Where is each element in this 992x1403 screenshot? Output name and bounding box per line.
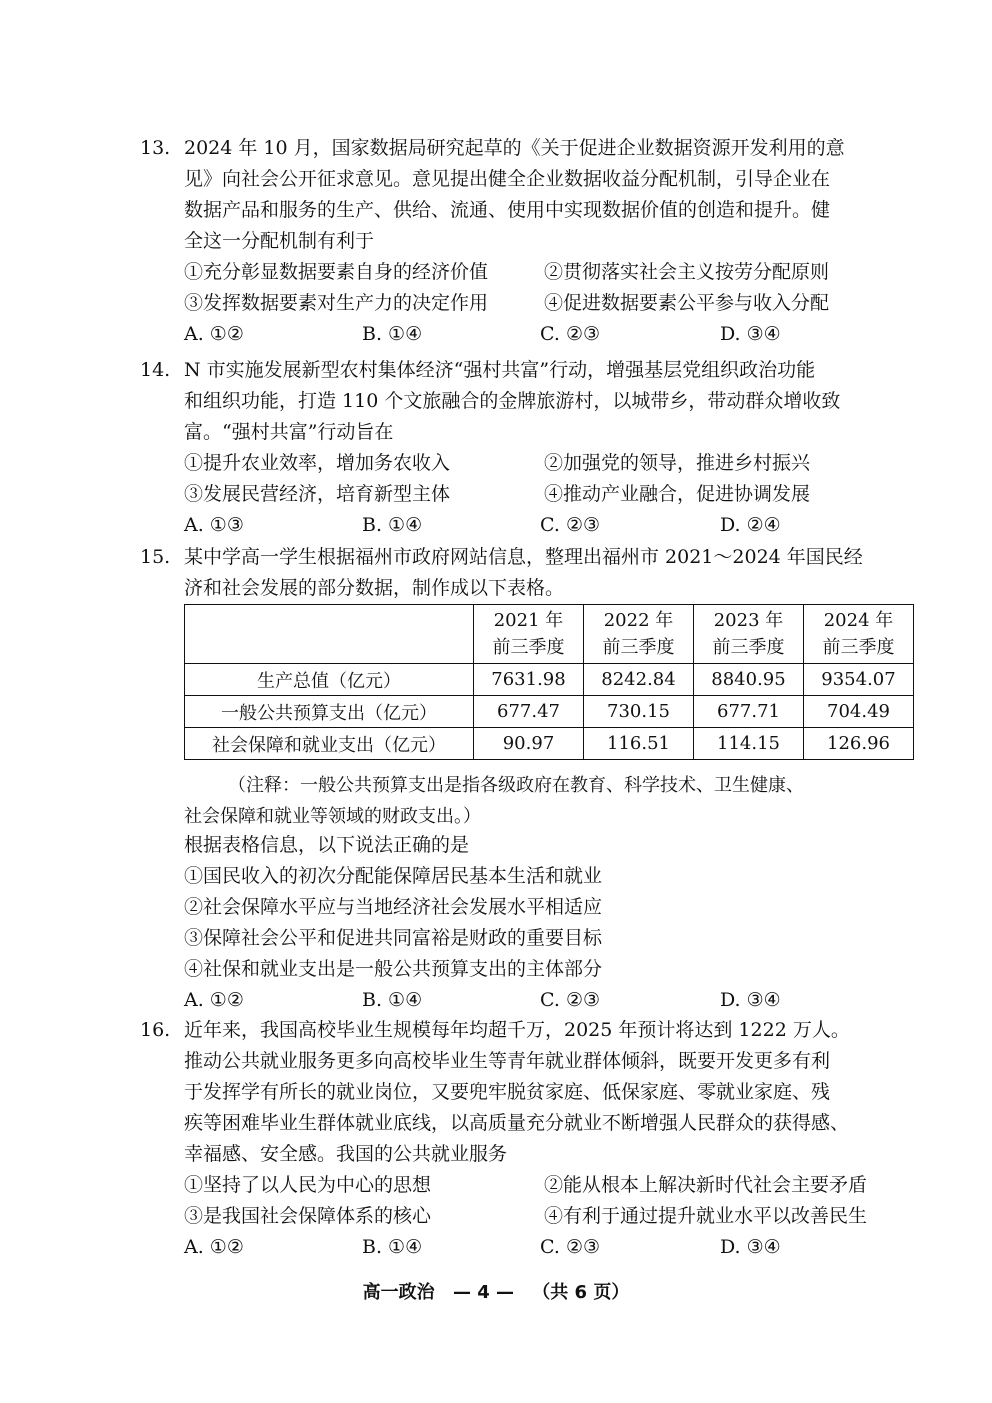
question-number: 15. [140, 546, 171, 568]
choice-c: C. ②③ [540, 1236, 601, 1258]
option-3: ③发展民营经济，培育新型主体 [184, 483, 451, 505]
option-1: ①提升农业效率，增加务农收入 [184, 452, 451, 474]
option-1: ①充分彰显数据要素自身的经济价值 [184, 261, 489, 283]
question-13 [140, 133, 930, 350]
choice-d: D. ③④ [720, 323, 781, 345]
page-footer [0, 1278, 992, 1304]
question-stem-line: 见》向社会公开征求意见。意见提出健全企业数据收益分配机制，引导企业在 [184, 168, 831, 190]
option-2: ②社会保障水平应与当地经济社会发展水平相适应 [184, 896, 603, 918]
question-prompt: 根据表格信息，以下说法正确的是 [184, 834, 470, 856]
row-label: 社会保障和就业支出（亿元） [185, 728, 474, 760]
table-cell: 9354.07 [804, 664, 914, 696]
choice-d: D. ③④ [720, 1236, 781, 1258]
table-cell: 677.47 [474, 696, 584, 728]
option-3: ③发挥数据要素对生产力的决定作用 [184, 292, 489, 314]
question-stem-line: 和组织功能，打造 110 个文旅融合的金牌旅游村，以城带乡，带动群众增收致 [184, 390, 841, 412]
option-4: ④有利于通过提升就业水平以改善民生 [544, 1205, 868, 1227]
footer-page-number: — 4 — [452, 1282, 514, 1303]
option-2: ②加强党的领导，推进乡村振兴 [544, 452, 811, 474]
table-cell: 126.96 [804, 728, 914, 760]
question-stem-line: N 市实施发展新型农村集体经济“强村共富”行动，增强基层党组织政治功能 [184, 359, 816, 381]
table-cell: 90.97 [474, 728, 584, 760]
table-note [184, 770, 930, 832]
choice-a: A. ①③ [184, 514, 244, 536]
year-header-cell: 2022 年 前三季度 [584, 605, 694, 664]
table-cell: 677.71 [694, 696, 804, 728]
option-4: ④促进数据要素公平参与收入分配 [544, 292, 830, 314]
table-row [185, 696, 914, 728]
table-cell: 704.49 [804, 696, 914, 728]
question-stem-line: 数据产品和服务的生产、供给、流通、使用中实现数据价值的创造和提升。健 [184, 199, 831, 221]
footer-total-pages: （共 6 页） [532, 1282, 630, 1303]
option-2: ②贯彻落实社会主义按劳分配原则 [544, 261, 830, 283]
footer-subject: 高一政治 [362, 1282, 435, 1303]
question-stem-line: 疾等困难毕业生群体就业底线，以高质量充分就业不断增强人民群众的获得感、 [184, 1112, 850, 1134]
table-row [185, 664, 914, 696]
question-stem-line: 近年来，我国高校毕业生规模每年均超千万，2025 年预计将达到 1222 万人。 [184, 1019, 850, 1041]
table-header-row [185, 605, 914, 664]
choice-b: B. ①④ [362, 323, 423, 345]
question-number: 14. [140, 359, 171, 381]
question-15 [140, 542, 930, 604]
choice-d: D. ③④ [720, 989, 781, 1011]
row-label: 一般公共预算支出（亿元） [185, 696, 474, 728]
question-number: 13. [140, 137, 171, 159]
choice-a: A. ①② [184, 1236, 244, 1258]
note-line: 社会保障和就业等领域的财政支出。） [184, 806, 481, 827]
question-16 [140, 1015, 930, 1263]
table-cell: 116.51 [584, 728, 694, 760]
table-cell: 8840.95 [694, 664, 804, 696]
choice-a: A. ①② [184, 323, 244, 345]
choice-c: C. ②③ [540, 323, 601, 345]
option-3: ③是我国社会保障体系的核心 [184, 1205, 432, 1227]
question-stem-line: 富。“强村共富”行动旨在 [184, 421, 394, 443]
option-2: ②能从根本上解决新时代社会主要矛盾 [544, 1174, 868, 1196]
table-cell: 7631.98 [474, 664, 584, 696]
row-label: 生产总值（亿元） [185, 664, 474, 696]
question-15-options [184, 830, 930, 1016]
table-row [185, 728, 914, 760]
option-1: ①坚持了以人民为中心的思想 [184, 1174, 432, 1196]
choice-c: C. ②③ [540, 514, 601, 536]
question-stem-line: 于发挥学有所长的就业岗位，又要兜牢脱贫家庭、低保家庭、零就业家庭、残 [184, 1081, 831, 1103]
choice-c: C. ②③ [540, 989, 601, 1011]
table-cell: 730.15 [584, 696, 694, 728]
question-stem-line: 全这一分配机制有利于 [184, 230, 375, 252]
year-header-cell: 2023 年 前三季度 [694, 605, 804, 664]
choice-b: B. ①④ [362, 1236, 423, 1258]
year-header-cell: 2024 年 前三季度 [804, 605, 914, 664]
choice-d: D. ②④ [720, 514, 781, 536]
option-4: ④推动产业融合，促进协调发展 [544, 483, 811, 505]
choice-a: A. ①② [184, 989, 244, 1011]
table-cell: 8242.84 [584, 664, 694, 696]
year-header-cell: 2021 年 前三季度 [474, 605, 584, 664]
question-stem-line: 推动公共就业服务更多向高校毕业生等青年就业群体倾斜，既要开发更多有利 [184, 1050, 831, 1072]
choice-b: B. ①④ [362, 514, 423, 536]
question-stem-line: 幸福感、安全感。我国的公共就业服务 [184, 1143, 508, 1165]
choice-b: B. ①④ [362, 989, 423, 1011]
economic-data-table [184, 604, 914, 760]
question-stem-line: 2024 年 10 月，国家数据局研究起草的《关于促进企业数据资源开发利用的意 [184, 137, 845, 159]
question-14 [140, 355, 930, 541]
table-corner-cell [185, 605, 474, 664]
note-line: （注释：一般公共预算支出是指各级政府在教育、科学技术、卫生健康、 [228, 775, 804, 796]
option-3: ③保障社会公平和促进共同富裕是财政的重要目标 [184, 927, 603, 949]
option-1: ①国民收入的初次分配能保障居民基本生活和就业 [184, 865, 603, 887]
option-4: ④社保和就业支出是一般公共预算支出的主体部分 [184, 958, 603, 980]
question-stem-line: 济和社会发展的部分数据，制作成以下表格。 [184, 577, 565, 599]
question-number: 16. [140, 1019, 171, 1041]
table-cell: 114.15 [694, 728, 804, 760]
question-stem-line: 某中学高一学生根据福州市政府网站信息，整理出福州市 2021～2024 年国民经 [184, 546, 863, 568]
